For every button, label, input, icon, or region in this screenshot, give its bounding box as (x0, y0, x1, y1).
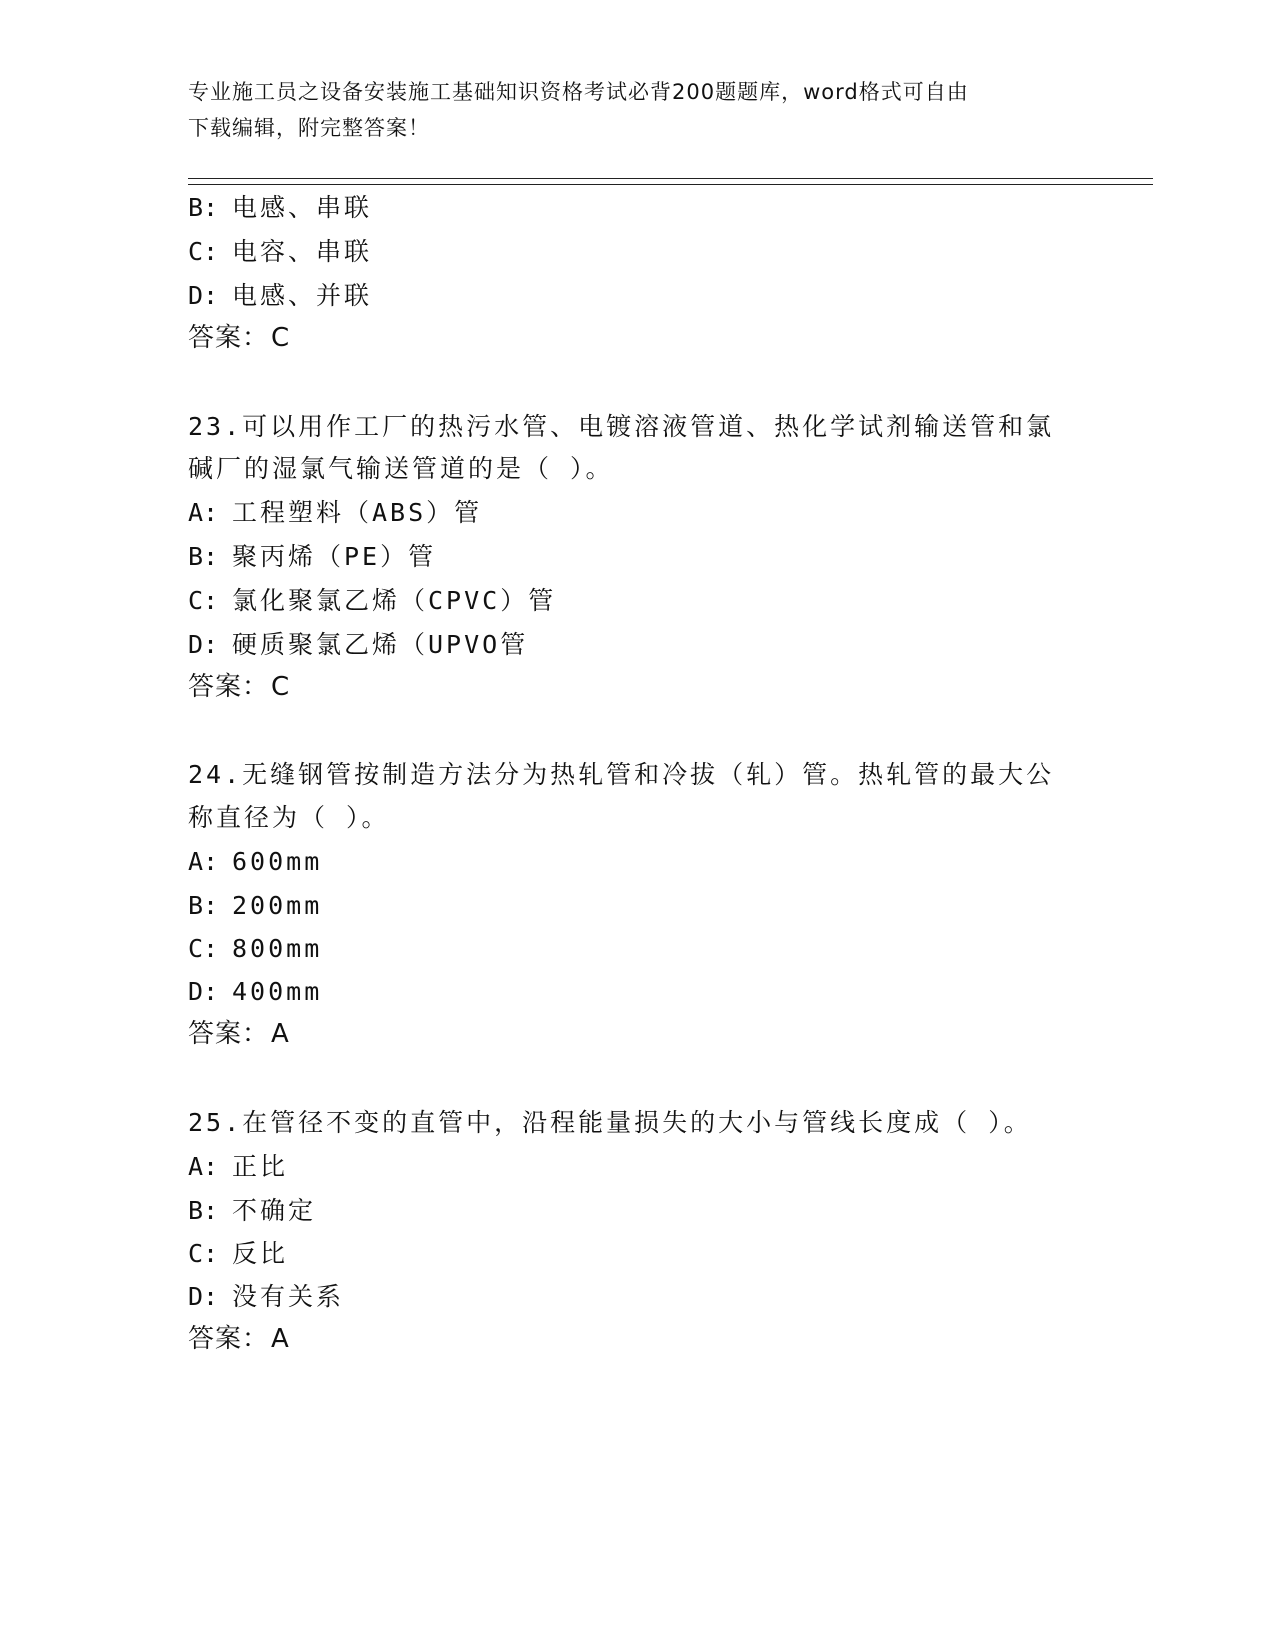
option-letter: A: (188, 1152, 219, 1181)
q23-option-c (188, 586, 556, 616)
q25-question-line-1: 25.在管径不变的直管中，沿程能量损失的大小与管线长度成（ ）。 (188, 1108, 1032, 1137)
q24-option-d (188, 977, 322, 1007)
option-letter: B: (188, 193, 219, 222)
q22-option-d (188, 281, 372, 311)
q24-option-b (188, 891, 322, 921)
answer-value: A (271, 1324, 290, 1354)
option-letter: C: (188, 237, 219, 266)
option-text: 800mm (232, 934, 323, 963)
answer-value: A (271, 1019, 290, 1049)
option-letter: D: (188, 630, 219, 659)
q25-option-d (188, 1282, 344, 1312)
answer-value: C (271, 323, 291, 353)
option-letter: A: (188, 498, 219, 527)
option-text: 硬质聚氯乙烯（UPVO管 (232, 630, 529, 659)
q25-option-c (188, 1239, 288, 1269)
option-letter: A: (188, 847, 219, 876)
option-letter: B: (188, 891, 219, 920)
header-divider-bottom (188, 184, 1153, 185)
q22-option-b (188, 193, 372, 223)
option-letter: C: (188, 586, 219, 615)
q23-option-d (188, 630, 528, 660)
header-line-1: 专业施工员之设备安装施工基础知识资格考试必背200题题库，word格式可自由 (188, 80, 969, 104)
option-text: 电感、并联 (232, 281, 373, 310)
option-text: 电容、串联 (232, 237, 373, 266)
answer-label: 答案： (188, 323, 270, 353)
q22-option-c (188, 237, 372, 267)
option-letter: D: (188, 281, 219, 310)
option-letter: D: (188, 1282, 219, 1311)
option-text: 正比 (232, 1152, 289, 1181)
q25-option-a (188, 1152, 288, 1182)
option-text: 氯化聚氯乙烯（CPVC）管 (232, 586, 557, 615)
answer-label: 答案： (188, 1019, 270, 1049)
option-letter: C: (188, 1239, 219, 1268)
q24-option-a (188, 847, 322, 877)
q24-question-line-2: 称直径为（ ）。 (188, 803, 390, 832)
q23-answer (188, 672, 290, 702)
option-text: 工程塑料（ABS）管 (232, 498, 483, 527)
option-letter: C: (188, 934, 219, 963)
answer-label: 答案： (188, 1324, 270, 1354)
q22-answer (188, 323, 290, 353)
q25-answer (188, 1324, 290, 1354)
option-text: 不确定 (232, 1196, 317, 1225)
option-text: 没有关系 (232, 1282, 345, 1311)
q23-question-line-1: 23.可以用作工厂的热污水管、电镀溶液管道、热化学试剂输送管和氯 (188, 412, 1055, 441)
header-divider-top (188, 178, 1153, 179)
option-letter: D: (188, 977, 219, 1006)
option-letter: B: (188, 542, 219, 571)
q23-option-b (188, 542, 436, 572)
q23-option-a (188, 498, 482, 528)
option-text: 400mm (232, 977, 323, 1006)
option-text: 电感、串联 (232, 193, 373, 222)
document-header (188, 74, 1068, 146)
option-text: 反比 (232, 1239, 289, 1268)
option-text: 200mm (232, 891, 323, 920)
q25-option-b (188, 1196, 316, 1226)
q24-answer (188, 1019, 290, 1049)
option-text: 600mm (232, 847, 323, 876)
option-text: 聚丙烯（PE）管 (232, 542, 437, 571)
answer-value: C (271, 672, 291, 702)
answer-label: 答案： (188, 672, 270, 702)
q23-question-line-2: 碱厂的湿氯气输送管道的是（ ）。 (188, 454, 614, 483)
q24-option-c (188, 934, 322, 964)
q24-question-line-1: 24.无缝钢管按制造方法分为热轧管和冷拔（轧）管。热轧管的最大公 (188, 760, 1055, 789)
option-letter: B: (188, 1196, 219, 1225)
header-line-2: 下载编辑，附完整答案！ (188, 116, 430, 140)
